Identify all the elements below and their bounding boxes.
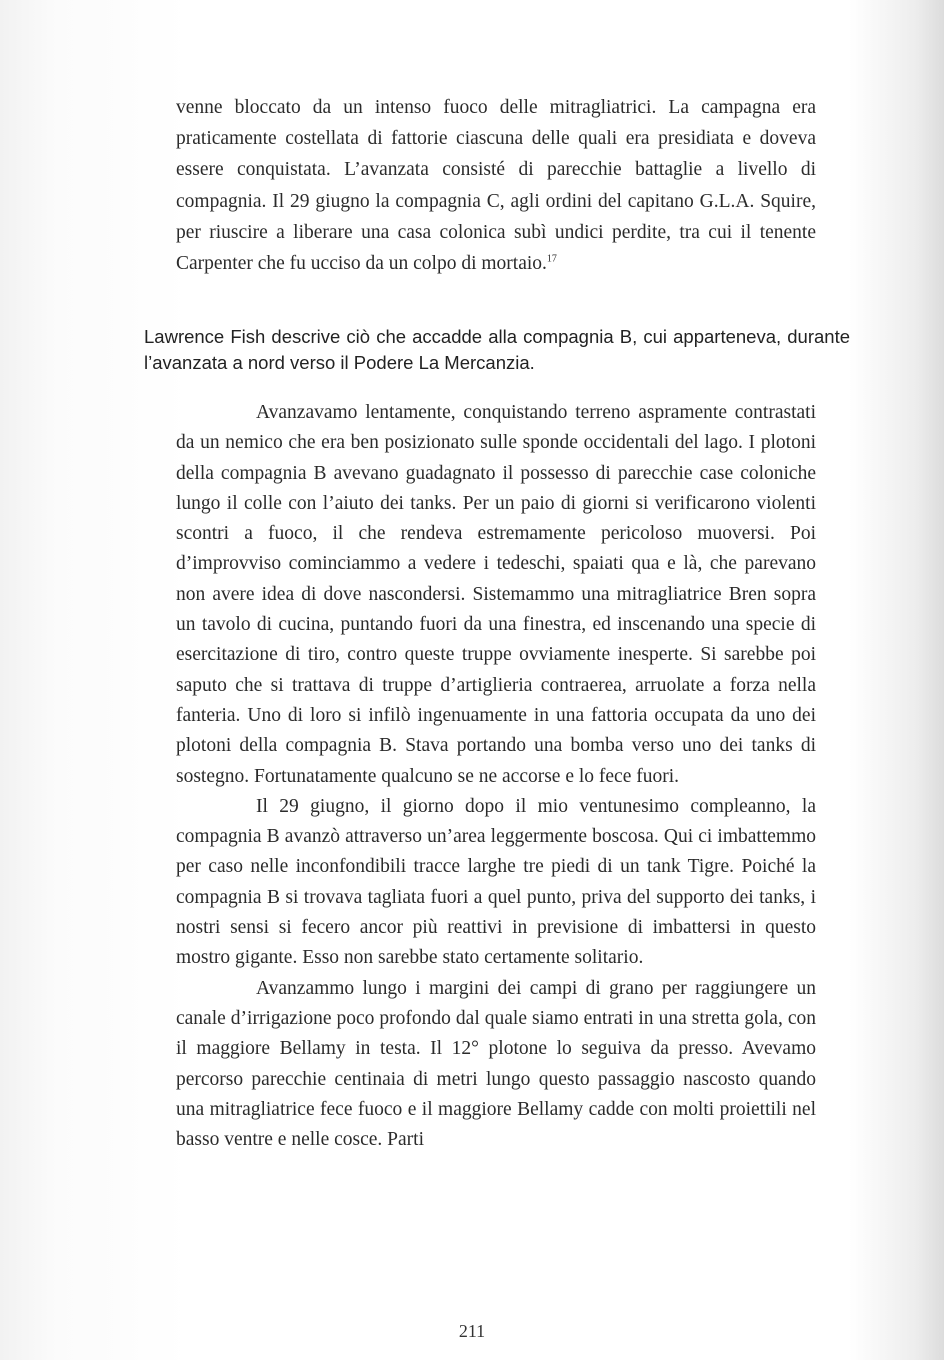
quote-paragraph-3: Avanzammo lungo i margini dei campi di grano per raggiungere un canale d’irrigazione poco profondo dal quale siamo entrati in una stretta gola, con il maggiore Bellamy in testa. Il 12° plotone lo seguiva da presso. Avevamo percorso parecchie centinaia di metri lungo questo passaggio nascosto quando una mitragliatrice fece fuoco e il maggiore Bellamy cadde con molti proiettili nel basso ventre e nelle cosce. Parti	[176, 977, 816, 1151]
paragraph-introduction: Lawrence Fish descrive ciò che accadde alla compagnia B, cui apparteneva, durante l’avanzata a nord verso il Podere La Mercanzia.	[144, 326, 850, 373]
paragraph-narrative	[176, 92, 816, 279]
page-number: 211	[458, 1321, 486, 1341]
paragraph-narrative-text: venne bloccato da un intenso fuoco delle mitragliatrici. La campagna era praticamente costellata di fattorie ciascuna delle quali era presidiata e doveva essere conquistata. L’avanzata consisté di parecchie battaglie a livello di compagnia. Il 29 giugno la compagnia C, agli ordini del capitano G.L.A. Squire, per riuscire a liberare una casa colonica subì undici perdite, tra cui il tenente Carpenter che fu ucciso da un colpo di mortaio.	[176, 97, 816, 275]
footnote-marker: 17	[546, 253, 557, 265]
quote-paragraph-1: Avanzavamo lentamente, conquistando terreno aspramente contrastati da un nemico che era ben posizionato sulle sponde occidentali del lago. I plotoni della compagnia B avevano guadagnato il possesso di parecchie case coloniche lungo il colle con l’aiuto dei tanks. Per un paio di giorni si verificarono violenti scontri a fuoco, il che rendeva estremamente pericoloso muoversi. Poi d’improvviso cominciammo a vedere i tedeschi, spaiati qua e là, che parevano non avere idea di dove nascondersi. Sistemammo una mitragliatrice Bren sopra un tavolo di cucina, puntando fuori da una finestra, ed inscenando una specie di esercitazione di tiro, contro queste truppe ovviamente inesperte. Si sarebbe poi saputo che si trattava di truppe d’artiglieria contraerea, arruolate a forza nella fanteria. Uno di loro si infilò ingenuamente in una fattoria occupata da uno dei plotoni della compagnia B. Stava portando una bomba verso uno dei tanks di sostegno. Fortunatamente qualcuno se ne accorse e lo fece fuori.	[176, 402, 816, 787]
quote-paragraph-2: Il 29 giugno, il giorno dopo il mio ventunesimo compleanno, la compagnia B avanzò attraverso un’area leggermente boscosa. Qui ci imbattemmo per caso nelle inconfondibili tracce larghe tre piedi di un tank Tigre. Poiché la compagnia B si trovava tagliata fuori a quel punto, priva del supporto dei tanks, i nostri sensi si fecero ancor più reattivi in previsione di imbattersi in questo mostro gigante. Esso non sarebbe stato certamente solitario.	[176, 795, 816, 969]
quoted-testimony	[176, 398, 816, 1155]
